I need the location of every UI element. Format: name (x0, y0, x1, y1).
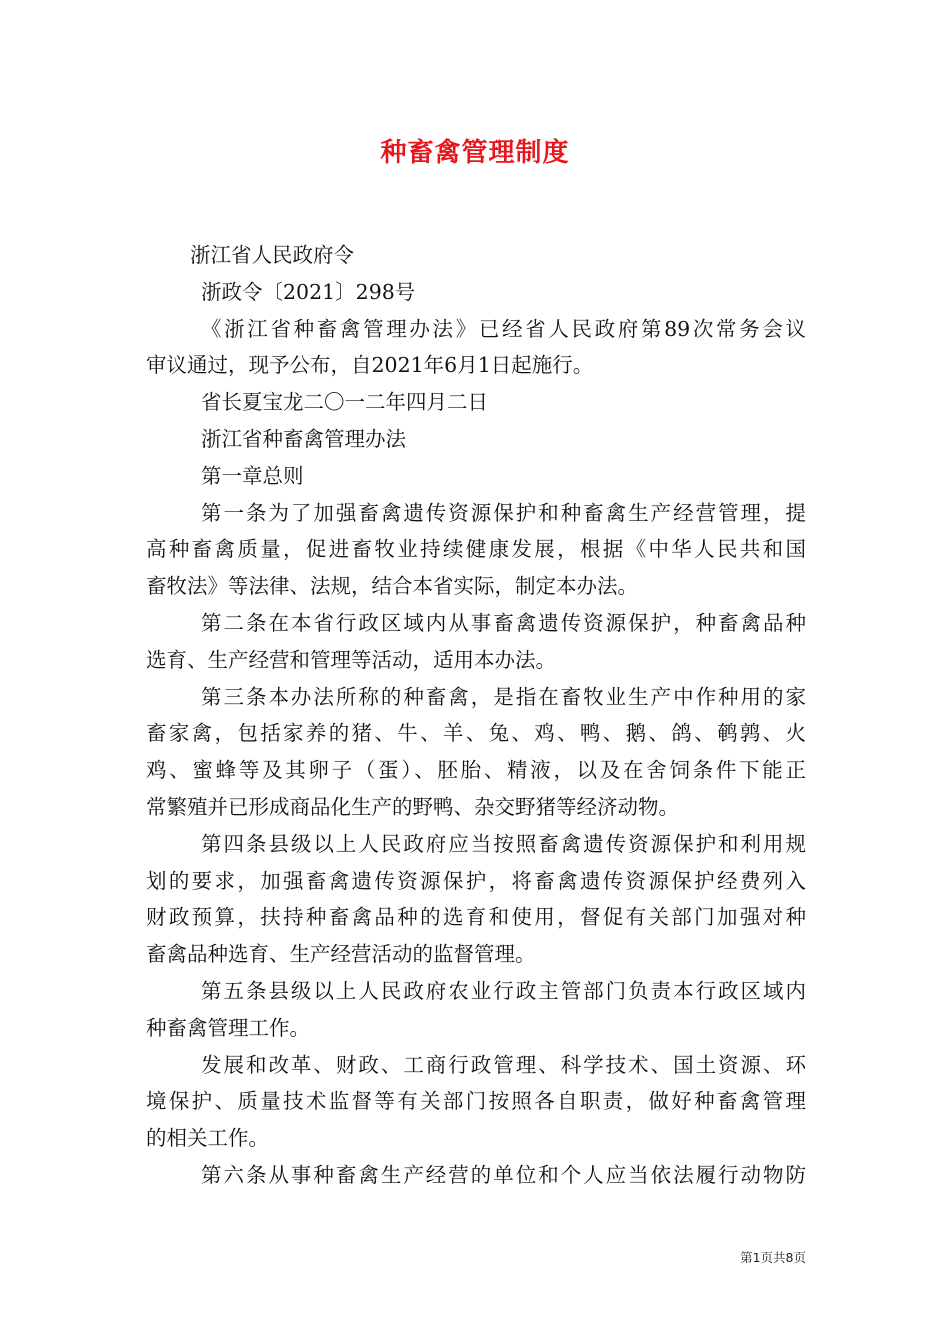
text-line: 境保护、质量技术监督等有关部门按照各自职责，做好种畜禽管理 (146, 1089, 806, 1114)
text-line: 财政预算，扶持种畜禽品种的选育和使用，督促有关部门加强对种 (146, 905, 806, 930)
page-number: 第1页共8页 (740, 1250, 806, 1265)
text-line: 常繁殖并已形成商品化生产的野鸭、杂交野猪等经济动物。 (146, 794, 679, 819)
text-line: 高种畜禽质量，促进畜牧业持续健康发展，根据《中华人民共和国 (146, 537, 806, 562)
text-line: 第四条县级以上人民政府应当按照畜禽遗传资源保护和利用规 (201, 831, 806, 856)
text-line: 第五条县级以上人民政府农业行政主管部门负责本行政区域内 (201, 978, 806, 1003)
text-line: 种畜禽管理工作。 (146, 1015, 310, 1040)
text-line: 第二条在本省行政区域内从事畜禽遗传资源保护，种畜禽品种 (201, 610, 806, 635)
text-line: 第六条从事种畜禽生产经营的单位和个人应当依法履行动物防 (201, 1162, 806, 1187)
text-line: 畜家禽，包括家养的猪、牛、羊、兔、鸡、鸭、鹅、鸽、鹌鹑、火 (146, 721, 806, 746)
document-body (146, 237, 806, 1194)
text-line: 畜牧法》等法律、法规，结合本省实际，制定本办法。 (146, 574, 638, 599)
text-line: 选育、生产经营和管理等活动，适用本办法。 (146, 647, 556, 672)
text-line: 浙政令〔2021〕298号 (201, 279, 416, 304)
text-line: 第一章总则 (201, 463, 304, 488)
text-line: 浙江省种畜禽管理办法 (201, 426, 406, 451)
text-line: 省长夏宝龙二〇一二年四月二日 (201, 390, 488, 415)
text-line: 鸡、蜜蜂等及其卵子（蛋）、胚胎、精液，以及在舍饲条件下能正 (146, 758, 806, 783)
document-title: 种畜禽管理制度 (380, 138, 570, 168)
text-line: 畜禽品种选育、生产经营活动的监督管理。 (146, 942, 536, 967)
text-line: 《浙江省种畜禽管理办法》已经省人民政府第89次常务会议 (201, 316, 806, 341)
text-line: 审议通过，现予公布，自2021年6月1日起施行。 (146, 353, 594, 378)
text-line: 第三条本办法所称的种畜禽，是指在畜牧业生产中作种用的家 (201, 684, 806, 709)
text-line: 第一条为了加强畜禽遗传资源保护和种畜禽生产经营管理，提 (201, 500, 806, 525)
text-line: 浙江省人民政府令 (190, 243, 354, 267)
text-line: 发展和改革、财政、工商行政管理、科学技术、国土资源、环 (201, 1052, 806, 1077)
text-line: 划的要求，加强畜禽遗传资源保护，将畜禽遗传资源保护经费列入 (146, 868, 806, 893)
text-line: 的相关工作。 (146, 1126, 269, 1151)
